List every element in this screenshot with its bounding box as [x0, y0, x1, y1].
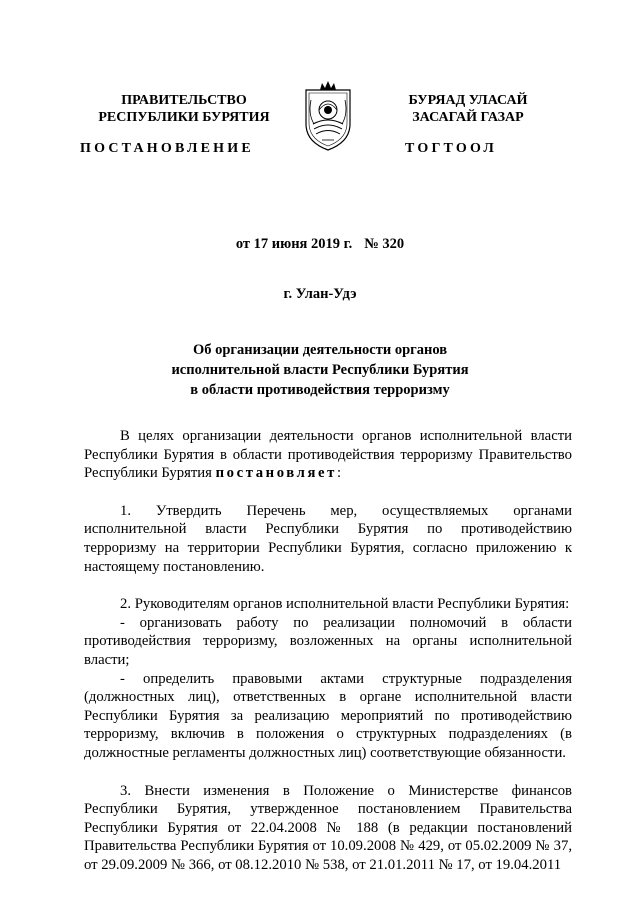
title-line3: в области противодействия терроризму — [190, 382, 450, 398]
government-name-line1: ПРАВИТЕЛЬСТВО — [121, 93, 247, 108]
document-title — [120, 340, 520, 400]
header-right — [366, 92, 570, 126]
document-type-ru: ПОСТАНОВЛЕНИЕ — [80, 141, 254, 156]
paragraph-2: 2. Руководителям органов исполнительной власти Республики Бурятия: — [120, 596, 570, 613]
intro-text: В целях организации деятельности органов исполнительной власти Республики Бурятия в области противодействия терроризму Правительство Республики Бурятия — [84, 428, 572, 482]
city: г. Улан-Удэ — [283, 286, 357, 302]
government-name-line2: РЕСПУБЛИКИ БУРЯТИЯ — [98, 110, 270, 125]
title-line2: исполнительной власти Республики Бурятия — [171, 362, 469, 378]
document-number: № 320 — [364, 236, 405, 252]
paragraph-2-item-a: - организовать работу по реализации полномочий в области противодействия терроризму, возложенных на органы исполнительной власти; — [84, 614, 572, 668]
header-left — [82, 92, 286, 126]
document-date: от 17 июня 2019 г. — [235, 236, 353, 252]
date-number-line — [0, 236, 640, 253]
intro-paragraph — [84, 427, 572, 483]
government-name-buryat-line2: ЗАСАГАЙ ГАЗАР — [412, 110, 524, 125]
document-type-buryat: ТОГТООЛ — [405, 141, 498, 156]
paragraph-3: 3. Внести изменения в Положение о Министерстве финансов Республики Бурятия, утвержденное постановлением Правительства Республики Бурятия от 22.04.2008 № 188 (в редакции постановлений Правительства Республики Бурятия от 10.09.2008 № 429, от 05.02.2009 № 37, от 29.09.2009 № 366, от 08.12.2010 № 538, от 21.01.2011 № 17, от 19.04.2011 — [84, 782, 572, 873]
intro-colon: : — [336, 465, 342, 482]
paragraph-1: 1. Утвердить Перечень мер, осуществляемых органами исполнительной власти Республики Бурятия по противодействию терроризму на территории Республики Бурятия, согласно приложению к настоящему постановлению. — [84, 502, 572, 575]
resolves-word: постановляет — [215, 465, 337, 482]
coat-of-arms-emblem-icon — [302, 80, 354, 152]
government-name-buryat-line1: БУРЯАД УЛАСАЙ — [408, 93, 528, 108]
title-line1: Об организации деятельности органов — [192, 342, 448, 358]
paragraph-2-item-b: - определить правовыми актами структурные подразделения (должностных лиц), ответственных в органе исполнительной власти Республики Бурятия за реализацию мероприятий по противодействию терроризму, включив в положения о структурных подразделениях (в должностные регламенты должностных лиц) соответствующие обязанности. — [84, 670, 572, 761]
document-body — [84, 427, 572, 874]
